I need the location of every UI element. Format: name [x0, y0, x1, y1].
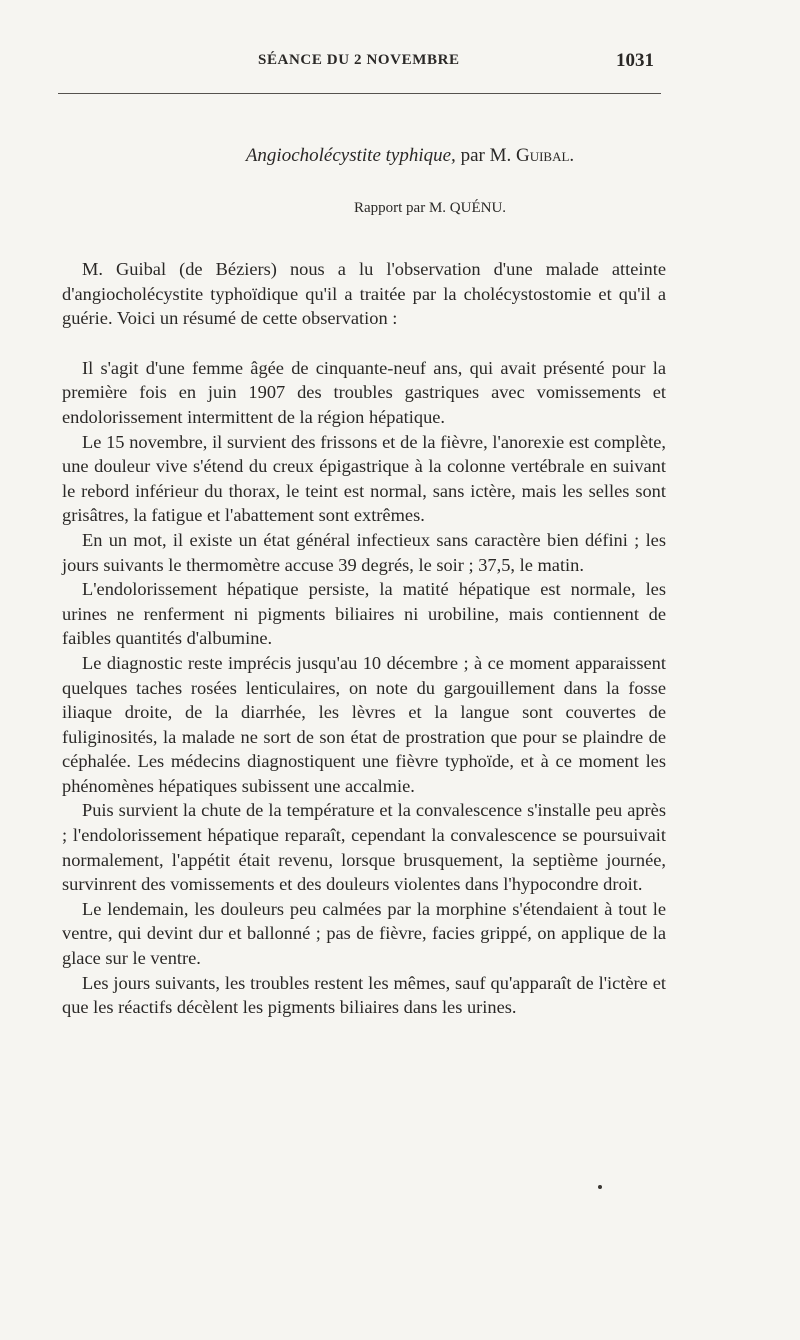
paragraph: M. Guibal (de Béziers) nous a lu l'observation d'une malade atteinte d'angiocholécystite typhoïdique qu'il a traitée par la cholécystostomie et qu'il a guérie. Voici un résumé de cette observation :: [62, 259, 666, 329]
paragraph: Le diagnostic reste imprécis jusqu'au 10 décembre ; à ce moment apparaissent quelques taches rosées lenticulaires, on note du gargouillement dans la fosse iliaque droite, de la diarrhée, les lèvres et la langue sont couvertes de fuliginosités, la malade ne sort de son état de prostration que pour se plaindre de céphalée. Les médecins diagnostiquent une fièvre typhoïde, et à ce moment les phénomènes hépatiques subissent une accalmie.: [62, 652, 666, 796]
page-number: 1031: [616, 50, 654, 71]
paragraph: Les jours suivants, les troubles restent les mêmes, sauf qu'apparaît de l'ictère et que les réactifs décèlent les pigments biliaires dans les urines.: [62, 972, 666, 1018]
ink-speck: [598, 1185, 602, 1189]
article-title-end: .: [569, 145, 575, 166]
paragraph: Il s'agit d'une femme âgée de cinquante-neuf ans, qui avait présenté pour la première fois en juin 1907 des troubles gastriques avec vomissements et endolorissement intermittent de la région hépatique.: [62, 357, 666, 427]
article-title-subject: Angiocholécystite typhique,: [245, 145, 456, 166]
paragraph: Le 15 novembre, il survient des frissons et de la fièvre, l'anorexie est complète, une douleur vive s'étend du creux épigastrique à la colonne vertébrale en suivant le rebord inférieur du thorax, le teint est normal, sans ictère, mais les selles sont grisâtres, la fatigue et l'abattement sont extrêmes.: [62, 431, 666, 526]
article-title-author: Guibal: [515, 145, 570, 166]
paragraph: L'endolorissement hépatique persiste, la matité hépatique est normale, les urines ne renferment ni pigments biliaires ni urobiline, mais contiennent de faibles quantités d'albumine.: [62, 579, 666, 649]
article-title-by: par M.: [455, 145, 516, 166]
article-title: [0, 145, 800, 167]
paragraph: En un mot, il existe un état général infectieux sans caractère bien défini ; les jours suivants le thermomètre accuse 39 degrés, le soir ; 37,5, le matin.: [62, 529, 666, 575]
report-byline: Rapport par M. QUÉNU.: [353, 200, 507, 216]
running-title: SÉANCE DU 2 NOVEMBRE: [258, 52, 460, 68]
body-text: [62, 257, 666, 1020]
header-rule: [58, 93, 661, 94]
running-header: [0, 50, 800, 80]
paragraph: Le lendemain, les douleurs peu calmées par la morphine s'étendaient à tout le ventre, qui devint dur et ballonné ; pas de fièvre, facies grippé, on applique de la glace sur le ventre.: [62, 898, 666, 969]
paragraph: Puis survient la chute de la température et la convalescence s'installe peu après ; l'endolorissement hépatique reparaît, cependant la convalescence se poursuivait normalement, l'appétit était revenu, lorsque brusquement, la septième journée, survinrent des vomissements et des douleurs violentes dans l'hypocondre droit.: [62, 800, 666, 895]
